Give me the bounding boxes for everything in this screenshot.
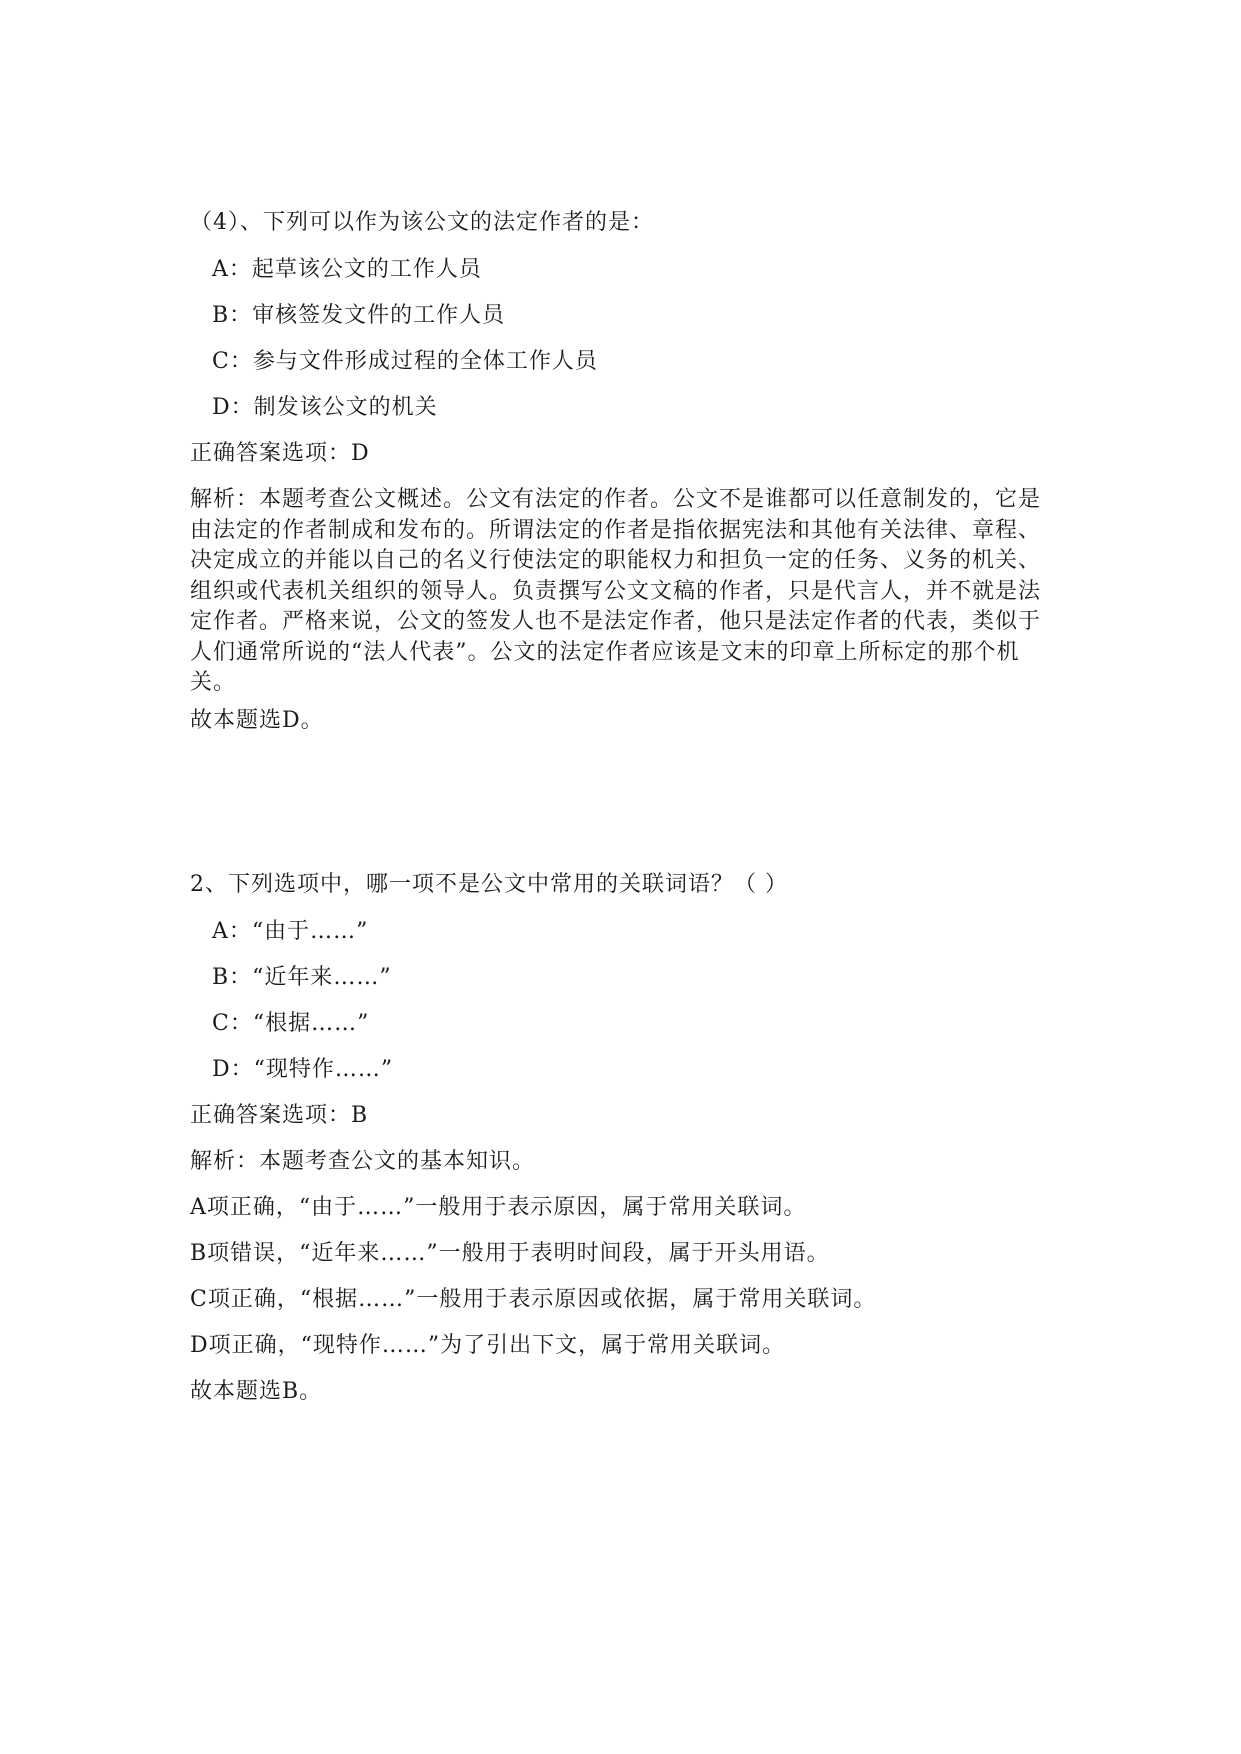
question-1-option-a: A：起草该公文的工作人员 xyxy=(212,257,482,282)
question-1-conclusion: 故本题选D。 xyxy=(190,708,324,733)
question-1-option-d: D：制发该公文的机关 xyxy=(212,395,438,420)
question-2-conclusion: 故本题选B。 xyxy=(190,1379,323,1404)
question-1-answer: 正确答案选项：D xyxy=(190,441,370,466)
question-2-analysis: 解析：本题考查公文的基本知识。 xyxy=(190,1149,536,1174)
question-2-explanation-a: A项正确，“由于……”一般用于表示原因，属于常用关联词。 xyxy=(190,1195,807,1220)
question-2-explanation-c: C项正确，“根据……”一般用于表示原因或依据，属于常用关联词。 xyxy=(190,1287,877,1312)
question-2-text: 2、下列选项中，哪一项不是公文中常用的关联词语？（ ） xyxy=(190,872,788,897)
question-2-option-b: B：“近年来……” xyxy=(212,965,392,990)
question-2-explanation-d: D项正确，“现特作……”为了引出下文，属于常用关联词。 xyxy=(190,1333,786,1358)
question-2-option-c: C：“根据……” xyxy=(212,1011,370,1036)
question-2-option-a: A：“由于……” xyxy=(212,919,369,944)
question-2-explanation-b: B项错误，“近年来……”一般用于表明时间段，属于开头用语。 xyxy=(190,1241,830,1266)
question-1-option-c: C：参与文件形成过程的全体工作人员 xyxy=(212,349,598,374)
question-1-analysis: 解析：本题考查公文概述。公文有法定的作者。公文不是谁都可以任意制发的，它是由法定的作者制成和发布的。所谓法定的作者是指依据宪法和其他有关法律、章程、决定成立的并能以自己的名义行使法定的职能权力和担负一定的任务、义务的机关、组织或代表机关组织的领导人。负责撰写公文文稿的作者，只是代言人，并不就是法定作者。严格来说，公文的签发人也不是法定作者，他只是法定作者的代表，类似于人们通常所说的“法人代表”。公文的法定作者应该是文末的印章上所标定的那个机关。 xyxy=(190,487,1042,695)
question-2-option-d: D：“现特作……” xyxy=(212,1057,394,1082)
question-2-answer: 正确答案选项：B xyxy=(190,1103,369,1128)
question-1-option-b: B：审核签发文件的工作人员 xyxy=(212,303,506,328)
question-1-text: （4）、下列可以作为该公文的法定作者的是： xyxy=(190,210,654,235)
